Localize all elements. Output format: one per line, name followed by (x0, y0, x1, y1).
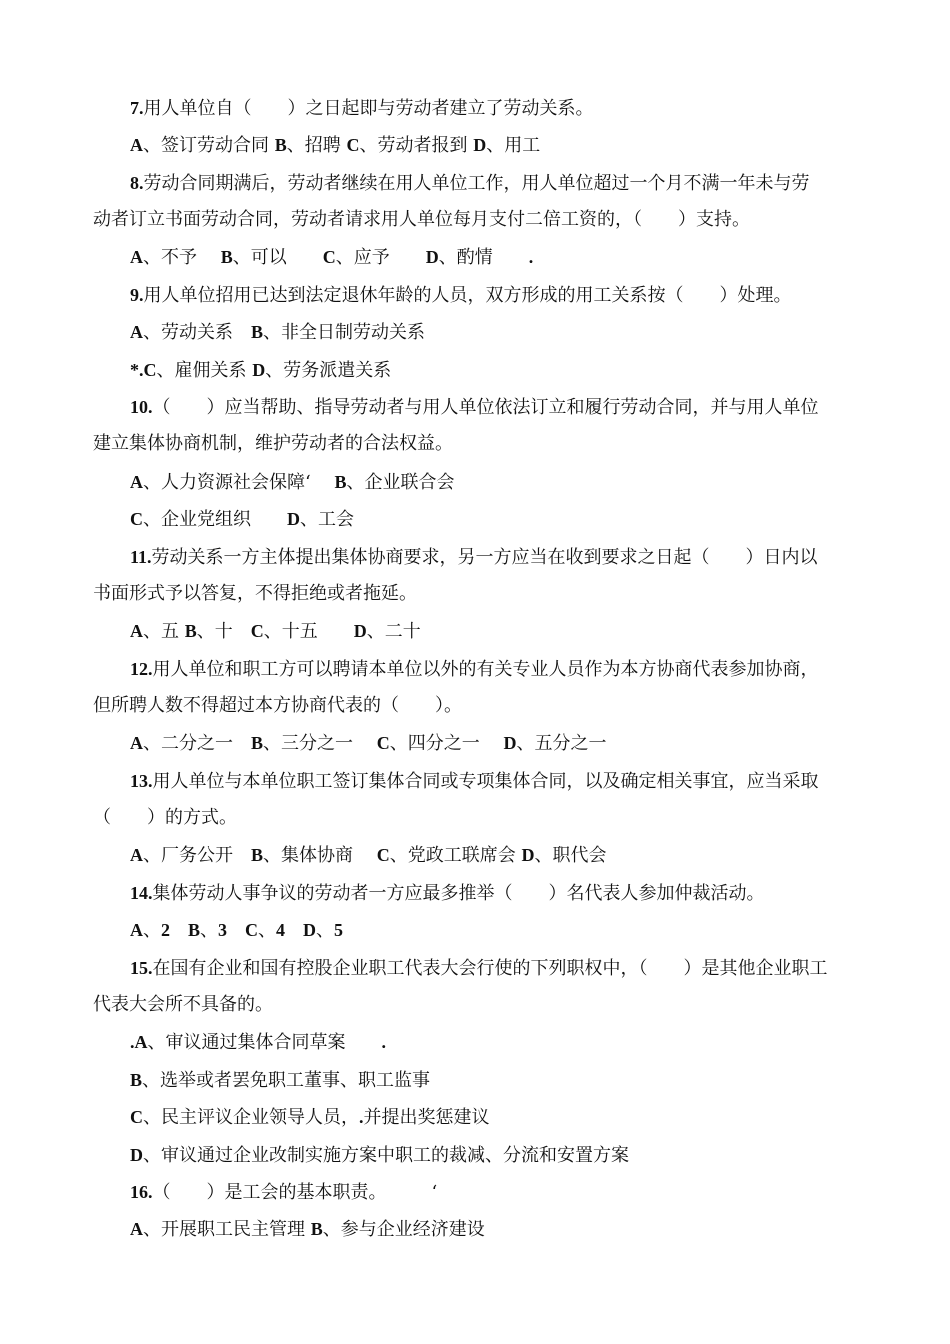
options-8 (130, 245, 533, 270)
option-line: A、签订劳动合同 B、招聘 C、劳动者报到 D、用工 (130, 135, 541, 156)
question-number: 15. (130, 958, 153, 978)
question-text: 代表大会所不具备的。 (93, 994, 273, 1015)
options-12 (130, 731, 606, 756)
question-text: （ ）应当帮助、指导劳动者与用人单位依法订立和履行劳动合同，并与用人单位 (152, 397, 819, 418)
option-line: C、民主评议企业领导人员，.并提出奖惩建议 (130, 1107, 490, 1128)
option-line: C、企业党组织 D、工会 (130, 509, 354, 530)
option-line: D、审议通过企业改制实施方案中职工的裁减、分流和安置方案 (130, 1145, 629, 1166)
option-line: A、2 B、3 C、4 D、5 (130, 920, 344, 941)
question-16 (130, 1180, 437, 1205)
question-number: 16. (130, 1182, 153, 1202)
options-11 (130, 619, 421, 644)
question-number: 10. (130, 397, 153, 417)
question-number: 9. (130, 285, 144, 305)
options-15-c (130, 1105, 490, 1130)
question-11-continued (93, 582, 417, 606)
option-line: A、开展职工民主管理 B、参与企业经济建设 (130, 1219, 485, 1240)
question-number: 13. (130, 771, 153, 791)
options-7 (130, 133, 540, 158)
question-number: 8. (130, 173, 144, 193)
option-line: A、五 B、十 C、十五 D、二十 (130, 621, 421, 642)
option-line: .A、审议通过集体合同草案 . (130, 1032, 386, 1053)
options-13 (130, 843, 606, 868)
options-15-a (130, 1030, 386, 1055)
question-text: 但所聘人数不得超过本方协商代表的（ ）。 (93, 695, 462, 716)
question-text: 用人单位自（ ）之日起即与劳动者建立了劳动关系。 (143, 98, 594, 119)
question-7 (130, 96, 594, 121)
question-text: 动者订立书面劳动合同，劳动者请求用人单位每月支付二倍工资的，（ ）支持。 (93, 209, 750, 230)
question-15 (130, 956, 828, 981)
options-10-b (130, 507, 354, 532)
question-number: 14. (130, 883, 153, 903)
option-line: B、选举或者罢免职工董事、职工监事 (130, 1070, 431, 1091)
option-line: A、二分之一 B、三分之一 C、四分之一 D、五分之一 (130, 733, 607, 754)
option-line: *.C、雇佣关系 D、劳务派遣关系 (130, 360, 392, 381)
question-15-continued (93, 993, 273, 1017)
question-text: 用人单位和职工方可以聘请本单位以外的有关专业人员作为本方协商代表参加协商， (152, 659, 819, 680)
options-9-a (130, 320, 425, 345)
option-line: A、不予 B、可以 C、应予 D、酌情 . (130, 247, 534, 268)
option-line: A、人力资源社会保障‘ B、企业联合会 (130, 472, 455, 493)
option-line: A、劳动关系 B、非全日制劳动关系 (130, 322, 426, 343)
options-9-b (130, 358, 391, 383)
options-10-a (130, 470, 454, 495)
question-10-continued (93, 432, 453, 456)
question-13-continued (93, 806, 237, 830)
options-16 (130, 1217, 485, 1242)
options-15-b (130, 1068, 430, 1093)
question-text: 在国有企业和国有控股企业职工代表大会行使的下列职权中，（ ）是其他企业职工 (152, 958, 828, 979)
question-13 (130, 769, 819, 794)
question-text: （ ）是工会的基本职责。 ‘ (152, 1182, 438, 1203)
question-text: （ ）的方式。 (93, 807, 237, 828)
question-text: 集体劳动人事争议的劳动者一方应最多推举（ ）名代表人参加仲裁活动。 (152, 883, 765, 904)
question-14 (130, 881, 765, 906)
question-text: 用人单位招用已达到法定退休年龄的人员，双方形成的用工关系按（ ）处理。 (143, 285, 792, 306)
question-9 (130, 283, 792, 308)
question-number: 7. (130, 98, 144, 118)
question-8 (130, 171, 810, 196)
question-11 (130, 545, 818, 570)
question-12 (130, 657, 819, 682)
options-15-d (130, 1143, 629, 1168)
question-8-continued (93, 208, 750, 232)
question-text: 建立集体协商机制，维护劳动者的合法权益。 (93, 433, 453, 454)
question-number: 11. (130, 547, 152, 567)
question-text: 书面形式予以答复，不得拒绝或者拖延。 (93, 583, 417, 604)
question-text: 劳动合同期满后，劳动者继续在用人单位工作，用人单位超过一个月不满一年未与劳 (143, 173, 810, 194)
question-10 (130, 395, 819, 420)
question-number: 12. (130, 659, 153, 679)
options-14 (130, 918, 343, 943)
option-line: A、厂务公开 B、集体协商 C、党政工联席会 D、职代会 (130, 845, 607, 866)
question-12-continued (93, 694, 462, 718)
question-text: 用人单位与本单位职工签订集体合同或专项集体合同，以及确定相关事宜，应当采取 (152, 771, 819, 792)
question-text: 劳动关系一方主体提出集体协商要求，另一方应当在收到要求之日起（ ）日内以 (151, 547, 818, 568)
